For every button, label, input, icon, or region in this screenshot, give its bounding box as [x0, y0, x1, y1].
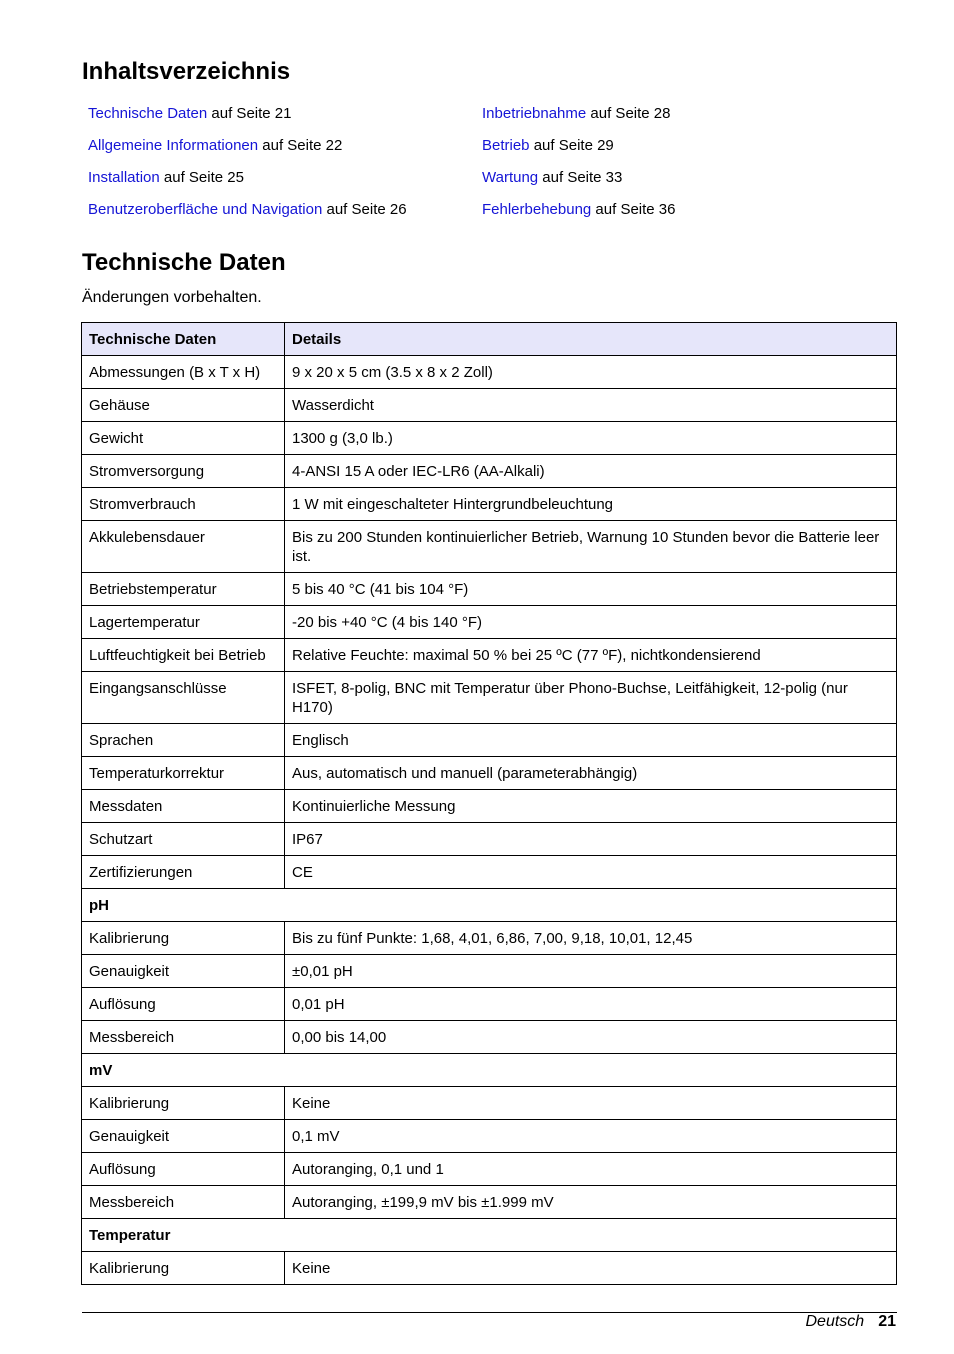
- spec-name: Luftfeuchtigkeit bei Betrieb: [82, 639, 285, 672]
- table-section-row: [82, 1054, 897, 1087]
- spec-value: 5 bis 40 °C (41 bis 104 °F): [285, 573, 897, 606]
- table-header-row: [82, 323, 897, 356]
- section-label: pH: [82, 889, 897, 922]
- spec-name: Lagertemperatur: [82, 606, 285, 639]
- table-header-cell: Technische Daten: [82, 323, 285, 356]
- specs-table: [81, 322, 897, 1285]
- table-row: [82, 1186, 897, 1219]
- spec-value: 9 x 20 x 5 cm (3.5 x 8 x 2 Zoll): [285, 356, 897, 389]
- spec-name: Kalibrierung: [82, 922, 285, 955]
- spec-name: Genauigkeit: [82, 955, 285, 988]
- table-header-cell: Details: [285, 323, 897, 356]
- spec-name: Zertifizierungen: [82, 856, 285, 889]
- spec-name: Sprachen: [82, 724, 285, 757]
- toc-item: [482, 104, 802, 124]
- toc-title: Inhaltsverzeichnis: [82, 58, 291, 85]
- toc-page-ref: auf Seite 29: [529, 137, 614, 154]
- spec-name: Temperaturkorrektur: [82, 757, 285, 790]
- table-row: [82, 521, 897, 573]
- spec-value: Wasserdicht: [285, 389, 897, 422]
- footer-divider: [82, 1312, 897, 1313]
- section-title: Technische Daten: [82, 249, 286, 276]
- spec-name: Auflösung: [82, 1153, 285, 1186]
- spec-name: Gehäuse: [82, 389, 285, 422]
- section-note: Änderungen vorbehalten.: [82, 289, 262, 306]
- toc-item: [88, 168, 482, 188]
- table-row: [82, 757, 897, 790]
- spec-value: Bis zu 200 Stunden kontinuierlicher Betrieb, Warnung 10 Stunden bevor die Batterie leer ist.: [285, 521, 897, 573]
- table-row: [82, 488, 897, 521]
- toc-link[interactable]: Technische Daten: [88, 105, 208, 122]
- spec-value: ISFET, 8-polig, BNC mit Temperatur über Phono-Buchse, Leitfähigkeit, 12-polig (nur H170): [285, 672, 897, 724]
- spec-name: Stromversorgung: [82, 455, 285, 488]
- spec-value: ±0,01 pH: [285, 955, 897, 988]
- toc-item: [88, 200, 482, 220]
- spec-name: Abmessungen (B x T x H): [82, 356, 285, 389]
- spec-value: Relative Feuchte: maximal 50 % bei 25 ºC (77 ºF), nichtkondensierend: [285, 639, 897, 672]
- toc-item: [482, 136, 802, 156]
- table-row: [82, 1087, 897, 1120]
- table-row: [82, 1021, 897, 1054]
- toc-link[interactable]: Inbetriebnahme: [482, 105, 587, 122]
- toc-page-ref: auf Seite 21: [207, 105, 292, 122]
- spec-value: 4-ANSI 15 A oder IEC-LR6 (AA-Alkali): [285, 455, 897, 488]
- spec-name: Gewicht: [82, 422, 285, 455]
- spec-name: Akkulebensdauer: [82, 521, 285, 573]
- page-number: 21: [878, 1313, 896, 1330]
- table-row: [82, 823, 897, 856]
- table-row: [82, 856, 897, 889]
- toc-link[interactable]: Wartung: [482, 169, 539, 186]
- table-row: [82, 422, 897, 455]
- spec-value: CE: [285, 856, 897, 889]
- spec-value: Kontinuierliche Messung: [285, 790, 897, 823]
- toc-link[interactable]: Installation: [88, 169, 160, 186]
- toc-link[interactable]: Allgemeine Informationen: [88, 137, 259, 154]
- toc-page-ref: auf Seite 33: [538, 169, 623, 186]
- toc-link[interactable]: Fehlerbehebung: [482, 201, 592, 218]
- spec-value: 0,01 pH: [285, 988, 897, 1021]
- toc-item: [88, 104, 482, 124]
- section-label: Temperatur: [82, 1219, 897, 1252]
- spec-value: 0,1 mV: [285, 1120, 897, 1153]
- toc-page-ref: auf Seite 28: [586, 105, 671, 122]
- table-row: [82, 455, 897, 488]
- spec-value: Englisch: [285, 724, 897, 757]
- spec-value: Autoranging, 0,1 und 1: [285, 1153, 897, 1186]
- toc-item: [482, 168, 802, 188]
- toc-link[interactable]: Betrieb: [482, 137, 530, 154]
- spec-name: Eingangsanschlüsse: [82, 672, 285, 724]
- table-row: [82, 672, 897, 724]
- table-row: [82, 389, 897, 422]
- spec-name: Messbereich: [82, 1021, 285, 1054]
- table-row: [82, 1252, 897, 1285]
- spec-value: Bis zu fünf Punkte: 1,68, 4,01, 6,86, 7,00, 9,18, 10,01, 12,45: [285, 922, 897, 955]
- table-section-row: [82, 889, 897, 922]
- table-row: [82, 356, 897, 389]
- spec-name: Schutzart: [82, 823, 285, 856]
- table-row: [82, 1153, 897, 1186]
- spec-value: Autoranging, ±199,9 mV bis ±1.999 mV: [285, 1186, 897, 1219]
- spec-value: Aus, automatisch und manuell (parameterabhängig): [285, 757, 897, 790]
- spec-name: Betriebstemperatur: [82, 573, 285, 606]
- toc-link[interactable]: Benutzeroberfläche und Navigation: [88, 201, 323, 218]
- spec-value: Keine: [285, 1087, 897, 1120]
- spec-name: Messbereich: [82, 1186, 285, 1219]
- table-row: [82, 724, 897, 757]
- spec-value: Keine: [285, 1252, 897, 1285]
- table-row: [82, 639, 897, 672]
- page-footer: [806, 1312, 897, 1332]
- toc-page-ref: auf Seite 26: [322, 201, 407, 218]
- footer-language: Deutsch: [805, 1313, 865, 1330]
- spec-name: Genauigkeit: [82, 1120, 285, 1153]
- table-row: [82, 955, 897, 988]
- spec-name: Messdaten: [82, 790, 285, 823]
- spec-name: Stromverbrauch: [82, 488, 285, 521]
- spec-name: Auflösung: [82, 988, 285, 1021]
- toc-page-ref: auf Seite 22: [258, 137, 343, 154]
- table-row: [82, 922, 897, 955]
- spec-value: 1 W mit eingeschalteter Hintergrundbeleuchtung: [285, 488, 897, 521]
- toc-page-ref: auf Seite 36: [591, 201, 676, 218]
- table-row: [82, 606, 897, 639]
- spec-value: 0,00 bis 14,00: [285, 1021, 897, 1054]
- section-label: mV: [82, 1054, 897, 1087]
- toc-page-ref: auf Seite 25: [159, 169, 244, 186]
- spec-name: Kalibrierung: [82, 1087, 285, 1120]
- spec-value: -20 bis +40 °C (4 bis 140 °F): [285, 606, 897, 639]
- toc-item: [88, 136, 482, 156]
- spec-name: Kalibrierung: [82, 1252, 285, 1285]
- table-section-row: [82, 1219, 897, 1252]
- table-row: [82, 573, 897, 606]
- table-row: [82, 790, 897, 823]
- toc-list: [88, 104, 808, 220]
- toc-item: [482, 200, 802, 220]
- spec-value: IP67: [285, 823, 897, 856]
- spec-value: 1300 g (3,0 lb.): [285, 422, 897, 455]
- table-row: [82, 988, 897, 1021]
- table-row: [82, 1120, 897, 1153]
